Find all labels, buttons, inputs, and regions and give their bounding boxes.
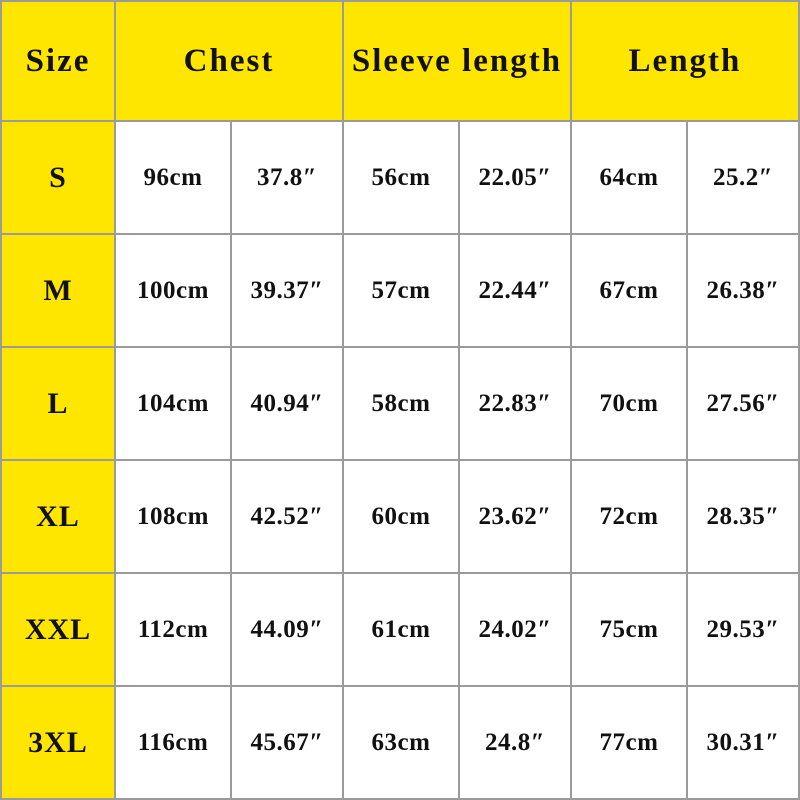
table-row [1, 573, 799, 686]
column-header-sleeve-length: Sleeve length [343, 1, 571, 121]
sleeve-cm: 61cm [343, 573, 459, 686]
chest-cm: 108cm [115, 460, 231, 573]
chest-cm: 112cm [115, 573, 231, 686]
chest-cm: 100cm [115, 234, 231, 347]
table-header-row [1, 1, 799, 121]
length-cm: 77cm [571, 686, 687, 799]
chest-in: 42.52″ [231, 460, 343, 573]
length-cm: 75cm [571, 573, 687, 686]
length-in: 25.2″ [687, 121, 799, 234]
table-row [1, 121, 799, 234]
sleeve-cm: 58cm [343, 347, 459, 460]
sleeve-cm: 57cm [343, 234, 459, 347]
size-label: XL [1, 460, 115, 573]
table-row [1, 347, 799, 460]
chest-in: 44.09″ [231, 573, 343, 686]
sleeve-cm: 60cm [343, 460, 459, 573]
size-label: M [1, 234, 115, 347]
length-cm: 70cm [571, 347, 687, 460]
table-row [1, 686, 799, 799]
sleeve-cm: 63cm [343, 686, 459, 799]
sleeve-in: 23.62″ [459, 460, 571, 573]
sleeve-in: 22.44″ [459, 234, 571, 347]
chest-in: 40.94″ [231, 347, 343, 460]
length-in: 27.56″ [687, 347, 799, 460]
column-header-chest: Chest [115, 1, 343, 121]
sleeve-in: 24.02″ [459, 573, 571, 686]
chest-cm: 116cm [115, 686, 231, 799]
length-cm: 64cm [571, 121, 687, 234]
size-label: S [1, 121, 115, 234]
sleeve-in: 22.83″ [459, 347, 571, 460]
table-row [1, 460, 799, 573]
length-cm: 72cm [571, 460, 687, 573]
table-row [1, 234, 799, 347]
size-label: L [1, 347, 115, 460]
sleeve-in: 24.8″ [459, 686, 571, 799]
chest-cm: 104cm [115, 347, 231, 460]
length-cm: 67cm [571, 234, 687, 347]
chest-in: 37.8″ [231, 121, 343, 234]
length-in: 26.38″ [687, 234, 799, 347]
column-header-length: Length [571, 1, 799, 121]
column-header-size: Size [1, 1, 115, 121]
sleeve-in: 22.05″ [459, 121, 571, 234]
size-label: XXL [1, 573, 115, 686]
chest-in: 39.37″ [231, 234, 343, 347]
length-in: 30.31″ [687, 686, 799, 799]
size-label: 3XL [1, 686, 115, 799]
length-in: 29.53″ [687, 573, 799, 686]
chest-in: 45.67″ [231, 686, 343, 799]
sleeve-cm: 56cm [343, 121, 459, 234]
chest-cm: 96cm [115, 121, 231, 234]
length-in: 28.35″ [687, 460, 799, 573]
